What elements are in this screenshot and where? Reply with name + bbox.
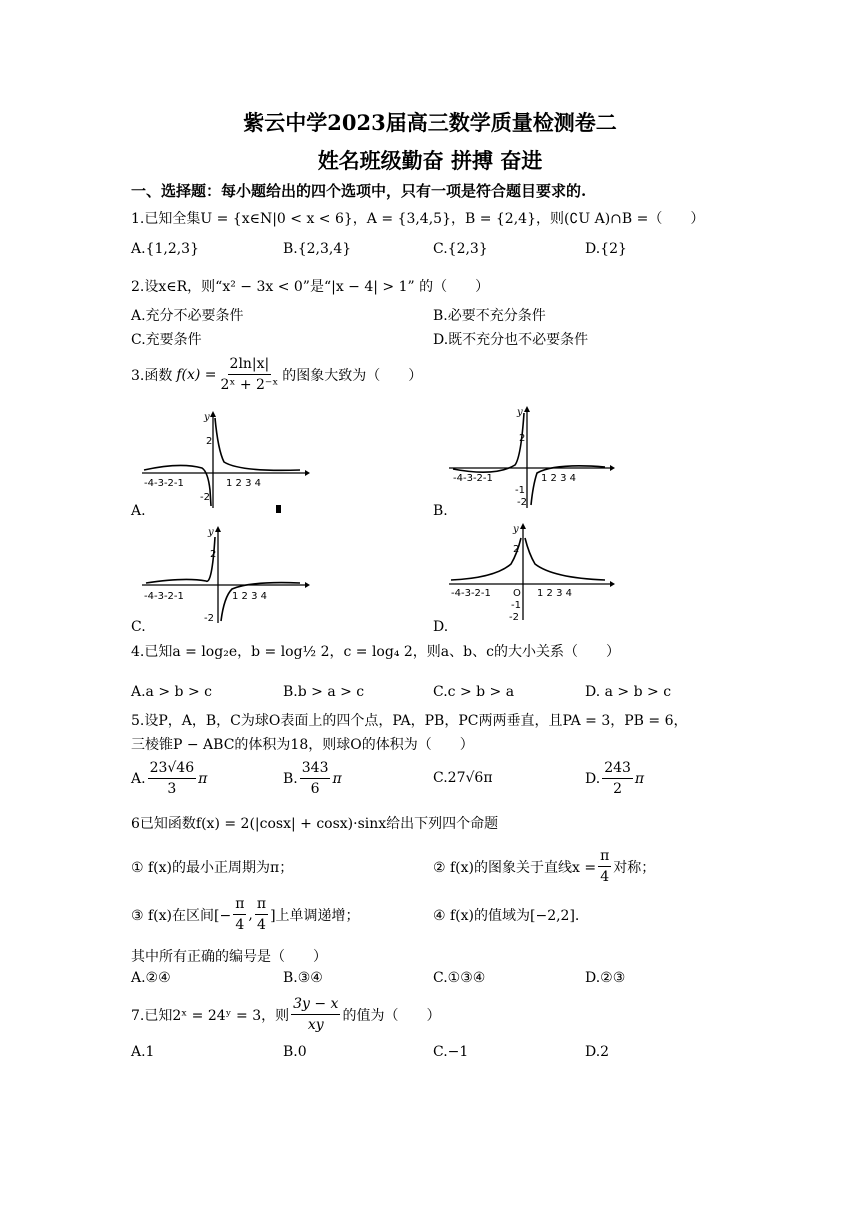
q6-p2-num: π <box>598 846 611 867</box>
graph-b-y2: 2 <box>519 433 526 444</box>
q6-option-d: D.②③ <box>585 970 626 986</box>
q2-option-b: B.必要不充分条件 <box>433 308 546 324</box>
q5-option-d <box>585 758 644 799</box>
q7-den: xy <box>307 1017 324 1033</box>
graph-d-yneg1: -1 <box>511 600 521 611</box>
graph-d-yneg2: -2 <box>509 612 519 622</box>
q6-p3-den2: 4 <box>257 917 266 933</box>
question-3-text <box>131 354 422 395</box>
graph-b-label: B. <box>433 503 448 519</box>
page-title: 紫云中学2023届高三数学质量检测卷二 <box>243 110 617 135</box>
graph-c-yneg2: -2 <box>204 613 214 624</box>
q5-a-label: A. <box>131 770 146 787</box>
q6-proposition-2 <box>433 846 655 887</box>
q4-option-c: C.c > b > a <box>433 684 515 700</box>
graph-d-ylabel: y <box>513 524 519 535</box>
stray-mark <box>276 505 281 513</box>
q1-option-b: B.{2,3,4} <box>283 241 352 257</box>
graph-d-ticks-left: -4-3-2-1 <box>451 588 491 599</box>
q6-proposition-1: ① f(x)的最小正周期为π； <box>131 860 294 876</box>
q1-option-a: A.{1,2,3} <box>131 241 199 257</box>
q2-option-d: D.既不充分也不必要条件 <box>433 332 589 348</box>
q5-d-label: D. <box>585 770 601 787</box>
graph-d-origin: O <box>513 588 521 599</box>
q6-p2-den: 4 <box>600 869 610 885</box>
q4-option-d: D. a > b > c <box>585 684 672 700</box>
question-4-text: 4.已知a = log₂e，b = log½ 2，c = log₄ 2，则a、b、c的大小关系（ ） <box>131 644 620 660</box>
q5-option-b <box>283 758 342 799</box>
q5-option-c <box>433 770 493 786</box>
graph-c-ticks-right: 1 2 3 4 <box>232 591 267 602</box>
q5-b-label: B. <box>283 770 298 787</box>
section-heading: 一、选择题：每小题给出的四个选项中，只有一项是符合题目要求的. <box>131 182 587 200</box>
q1-option-d: D.{2} <box>585 241 627 257</box>
q3-fx: f(x) = <box>176 366 217 383</box>
graph-a-ticks-left: -4-3-2-1 <box>144 478 184 489</box>
graph-d-label: D. <box>433 619 449 635</box>
graph-c <box>140 525 310 625</box>
question-7-text <box>131 994 440 1035</box>
q3-suffix: 的图象大致为（ ） <box>282 367 423 384</box>
q2-option-a: A.充分不必要条件 <box>131 308 244 324</box>
graph-a-yneg2: -2 <box>200 492 210 503</box>
q7-num: 3y − x <box>291 994 340 1015</box>
graph-c-label: C. <box>131 619 146 635</box>
q7-option-c: C.−1 <box>433 1044 469 1060</box>
graph-c-ylabel: y <box>208 527 214 538</box>
q4-option-b: B.b > a > c <box>283 684 365 700</box>
q3-fraction <box>219 354 281 395</box>
q6-option-b: B.③④ <box>283 970 323 986</box>
q5-option-a <box>131 758 207 799</box>
graph-a <box>140 410 310 510</box>
graph-a-y2: 2 <box>206 436 213 447</box>
q7-pre: 7.已知2ˣ = 24ʸ = 3，则 <box>131 1007 290 1024</box>
q5-d-den: 2 <box>613 781 623 797</box>
q6-ask: 其中所有正确的编号是（ ） <box>131 949 327 965</box>
question-1-text: 1.已知全集U = {x∈N|0 < x < 6}，A = {3,4,5}，B = {2,4}，则(∁U A)∩B =（ ） <box>131 211 705 227</box>
q6-p3-num2: π <box>255 894 268 915</box>
question-5-line1: 5.设P，A，B，C为球O表面上的四个点，PA，PB，PC两两垂直，且PA = 3，PB = 6， <box>131 713 688 729</box>
q6-p3-num1: π <box>233 894 246 915</box>
q7-option-b: B.0 <box>283 1044 307 1060</box>
q6-p3-den1: 4 <box>235 917 245 933</box>
graph-c-y2: 2 <box>210 549 217 560</box>
q3-denominator: 2ˣ + 2⁻ˣ <box>220 377 279 393</box>
q3-numerator: 2ln|x| <box>228 354 272 375</box>
graph-d <box>445 522 615 622</box>
q6-p3-pre: ③ f(x)在区间[− <box>131 907 232 924</box>
graph-a-ticks-right: 1 2 3 4 <box>226 478 261 489</box>
q5-b-den: 6 <box>310 781 320 797</box>
q5-b-pi: π <box>332 770 342 787</box>
q6-p2-pre: ② f(x)的图象关于直线x = <box>433 859 597 876</box>
q5-c-value: 27√6π <box>447 770 493 786</box>
graph-b-ylabel: y <box>517 407 523 418</box>
q4-option-a: A.a > b > c <box>131 684 212 700</box>
q5-c-label: C. <box>433 770 448 786</box>
graph-d-ticks-right: 1 2 3 4 <box>537 588 572 599</box>
q6-option-c: C.①③④ <box>433 970 486 986</box>
graph-a-label: A. <box>131 503 146 519</box>
q5-d-num: 243 <box>602 758 633 779</box>
q5-d-pi: π <box>634 770 645 787</box>
graph-a-ylabel: y <box>204 412 210 423</box>
question-5-line2: 三棱锥P − ABC的体积为18，则球O的体积为（ ） <box>131 737 474 753</box>
q5-a-pi: π <box>198 770 208 787</box>
q3-prefix: 3.函数 <box>131 367 173 384</box>
q7-option-d: D.2 <box>585 1044 610 1060</box>
q6-p2-post: 对称； <box>613 859 656 876</box>
q6-p3-mid: , <box>248 906 253 923</box>
q5-a-den: 3 <box>167 781 177 797</box>
graph-b-yneg1: -1 <box>515 485 525 496</box>
graph-b-yneg2: -2 <box>517 497 527 508</box>
question-2-text: 2.设x∈R，则“x² − 3x < 0”是“|x − 4| > 1” 的（ ） <box>131 279 490 295</box>
question-6-text: 6已知函数f(x) = 2(|cosx| + cosx)·sinx给出下列四个命题 <box>131 816 499 832</box>
q6-p3-post: ]上单调递增； <box>270 907 360 924</box>
q5-b-num: 343 <box>300 758 331 779</box>
q1-option-c: C.{2,3} <box>433 241 488 257</box>
graph-b-ticks-left: -4-3-2-1 <box>453 473 493 484</box>
q7-option-a: A.1 <box>131 1044 155 1060</box>
q6-proposition-4: ④ f(x)的值域为[−2,2]. <box>433 908 580 924</box>
q7-post: 的值为（ ） <box>342 1007 441 1024</box>
page-subtitle: 姓名班级勤奋 拼搏 奋进 <box>317 148 543 173</box>
graph-c-ticks-left: -4-3-2-1 <box>144 591 184 602</box>
graph-b-ticks-right: 1 2 3 4 <box>541 473 576 484</box>
q6-option-a: A.②④ <box>131 970 171 986</box>
q2-option-c: C.充要条件 <box>131 332 202 348</box>
graph-b <box>445 405 615 510</box>
graph-d-y2: 2 <box>513 544 520 555</box>
q6-proposition-3 <box>131 894 360 935</box>
q5-a-num: 23√46 <box>148 758 197 779</box>
